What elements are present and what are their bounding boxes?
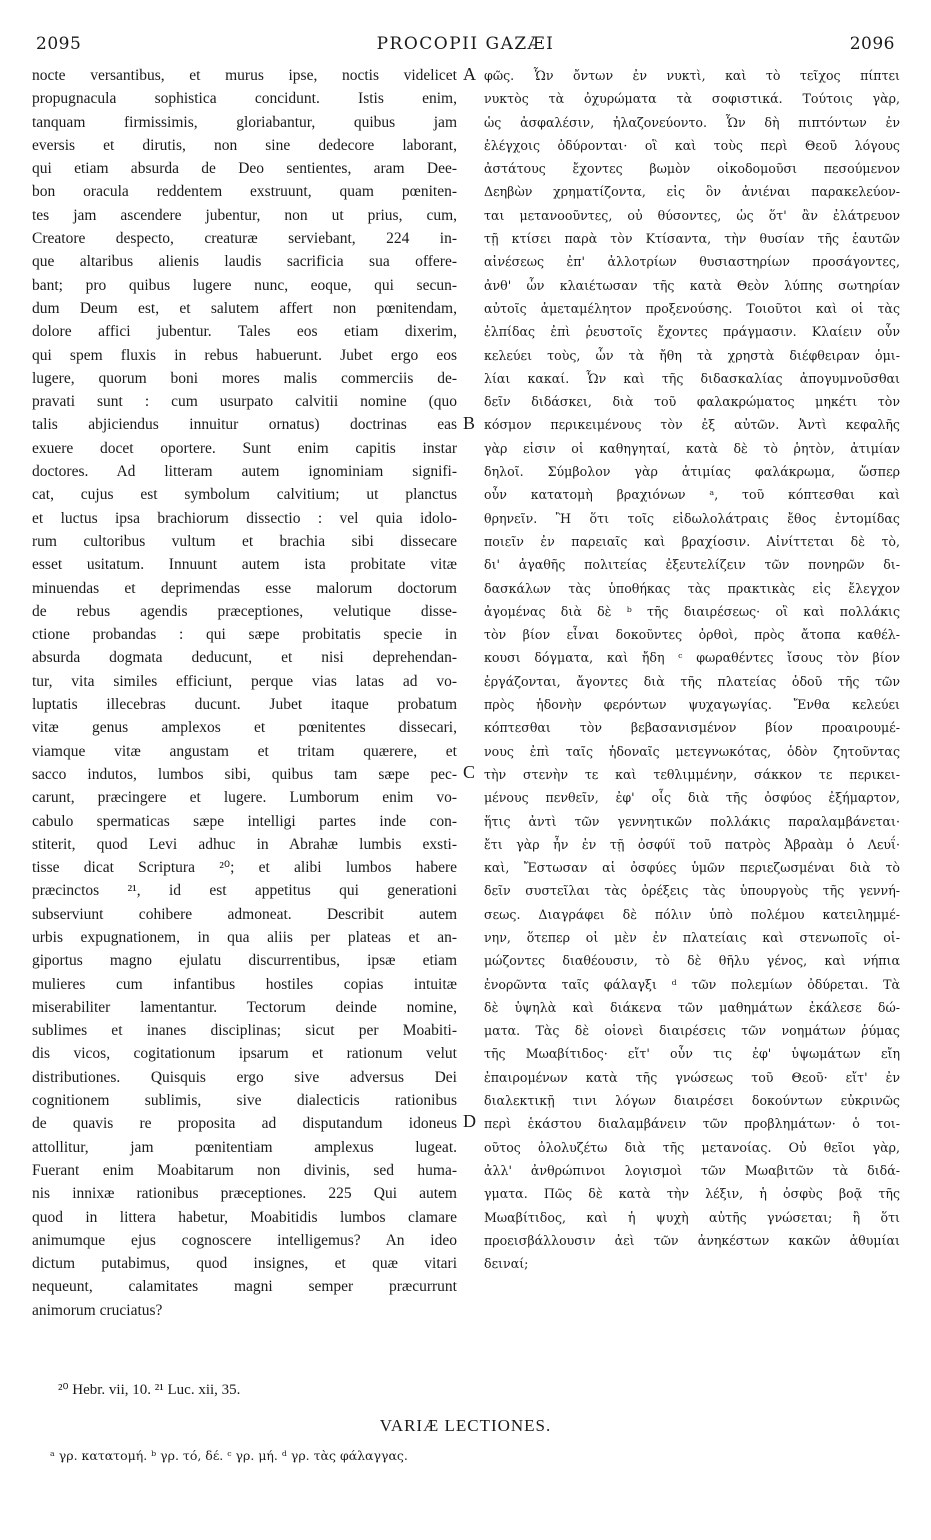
greek-text-line: καὶ, Ἔστωσαν αἱ ὀσφύες ὑμῶν περιεζωσμέναι διὰ τὸ <box>484 860 900 876</box>
latin-text-line: tur, vita similes efficiunt, perque vias latas ad vo- <box>32 672 457 690</box>
latin-text-line: dis vicos, cogitationum ipsarum et rationum velut <box>32 1045 457 1063</box>
greek-text-line: αὐτοῖς ἀμεταμέλητον προξενούσης. Τοιοῦτοι καὶ οἱ τὰς <box>484 300 900 316</box>
greek-text-line: ἀνθ' ὧν κλαιέτωσαν τῆς κατὰ Θεὸν λύπης σωτηρίαν <box>484 277 900 293</box>
greek-text-line: ἐλέγχοις ὀδύρονται· οἳ καὶ τοὺς περὶ Θεοῦ λόγους <box>484 137 900 153</box>
latin-text-line: bant; pro quibus lugere nunc, eoque, qui secun- <box>32 276 457 294</box>
greek-text-line: μένους πενθεῖν, ἐφ' οἷς διὰ τῆς ὀσφύος ἐξήμαρτον, <box>484 790 900 806</box>
greek-text-line: δεῖν συστεῖλαι τὰς ὀρέξεις τὰς ὑπουργοὺς τῆς γεννή- <box>484 883 900 899</box>
greek-text-line: διαλεκτικῇ τινι λόγων διαιρέσει δοκούντων εὐκρινῶς <box>484 1093 900 1109</box>
latin-text-line: nocte versantibus, et murus ipse, noctis videlicet <box>32 67 457 84</box>
greek-text-line: ἐλπίδας ἐπὶ ῥευστοῖς ἔχοντες πράγμασιν. Κλαίειν οὖν <box>484 324 900 340</box>
greek-text-line: κόσμον περικειμένους τὸν ἐξ αὐτῶν. Ἀντὶ κεφαλῆς <box>484 417 900 433</box>
greek-text-line: γματα. Πῶς δὲ κατὰ τὴν λέξιν, ἡ ὀσφὺς βοᾷ τῆς <box>484 1186 900 1202</box>
latin-text-line: dolore affici jubentur. Tales eos etiam dixerim, <box>32 323 457 341</box>
greek-text-line: δασκάλων τὰς ὑποθήκας τὰς πρακτικὰς εἰς ἔλεγχον <box>484 580 900 596</box>
greek-text-line: θρηνεῖν. Ἢ ὅτι τοῖς εἰδωλολάτραις ἔθος ἐντομίδας <box>484 510 900 526</box>
greek-text-line: δι' ἀγαθῆς πολιτείας ἐξευτελίζειν τῶν πονηρῶν δι- <box>484 557 900 573</box>
greek-text-line: νην, ὅτεπερ οἱ μὲν ἐν πλατείαις καὶ στενωποῖς οἰ- <box>484 929 900 945</box>
latin-text-line: nis innixæ rationibus præceptiones. 225 Qui autem <box>32 1185 457 1203</box>
latin-text-line: exuere docet oportere. Sunt enim capitis instar <box>32 439 457 457</box>
latin-text-line: nequeunt, calamitates magni semper præcurrunt <box>32 1278 457 1296</box>
greek-column <box>484 64 900 1275</box>
latin-text-line: mulieres cum infantibus hostiles copias intuitæ <box>32 975 457 993</box>
greek-text-line: τὴν στενὴν τε καὶ τεθλιμμένην, σάκκον τε περικει- <box>484 766 900 782</box>
latin-text-line: et luctus ipsa brachiorum dissectio : vel quia idolo- <box>32 509 457 527</box>
latin-text-line: eversis et dirutis, non sine dedecore laborant, <box>32 136 457 154</box>
latin-column <box>32 64 457 1322</box>
latin-text-line: minuendas et deprimendas esse malorum doctorum <box>32 579 457 597</box>
latin-text-line: sublimes et inanes disciplinas; sicut per Moabiti- <box>32 1022 457 1040</box>
running-title: PROCOPII GAZÆI <box>376 34 555 54</box>
greek-text-line: αἰνέσεως ἐπ' ἀλλοτρίων θυσιαστηρίων προσάγοντες, <box>484 254 900 270</box>
greek-text-line: οὖν κατατομὴ βραχιόνων ᵃ, τοῦ κόπτεσθαι καὶ <box>484 487 900 503</box>
latin-text-line: absurda dogmata deducunt, et nisi deprehendan- <box>32 649 457 667</box>
latin-text-line: quod in littera habetur, Moabitidis lumbos clamare <box>32 1208 457 1226</box>
latin-text-line: qui etiam absurda de Deo sentientes, aram Dee- <box>32 160 457 178</box>
latin-text-line: de quavis re proposita ad disputandum idoneus <box>32 1115 457 1133</box>
greek-text-line: τῇ κτίσει παρὰ τὸν Κτίσαντα, τὴν θυσίαν τῆς ἑαυτῶν <box>484 231 900 247</box>
greek-text-line: ἀγομένας διὰ δὲ ᵇ τῆς διαιρέσεως· οἳ καὶ πολλάκις <box>484 603 900 619</box>
greek-text-line: κόπτεσθαι τὸν βεβασανισμένον βίον προαιρουμέ- <box>484 720 900 736</box>
latin-text-line: de rebus agendis præceptiones, velutique disse- <box>32 602 457 620</box>
latin-text-line: sacco indutos, lumbos sibi, quibus tam sæpe pec- <box>32 765 457 783</box>
latin-text-line: vitæ genus amplexos et pœnitentes dissecari, <box>32 719 457 737</box>
greek-text-line: νους ἐπὶ ταῖς ἡδοναῖς μετεγνωκότας, ὁδὸν ζητοῦντας <box>484 743 900 759</box>
latin-text-line: propugnacula sophistica concidunt. Istis enim, <box>32 90 457 108</box>
latin-text-line: cognitionem sublimis, sive dialecticis rationibus <box>32 1092 457 1110</box>
section-marker-a: A <box>463 64 476 84</box>
greek-text-line: δειναί; <box>484 1256 529 1272</box>
greek-text-line: ἀστάτους ἔχοντες βωμὸν οἰκοδομοῦσι πεσούμενον <box>484 161 900 177</box>
latin-text-line: viamque vitæ angustam et tritam quærere, et <box>32 742 457 760</box>
latin-text-line: bon oracula reddentem exstruunt, quam pœniten- <box>32 183 457 201</box>
greek-text-line: ματα. Τὰς δὲ οἱονεὶ διαιρέσεις τῶν νοημάτων ῥύμας <box>484 1023 900 1039</box>
greek-text-line: τὸν βίον εἶναι δοκοῦντες ὀρθοὶ, πρὸς ἄτοπα καθέλ- <box>484 627 900 643</box>
greek-text-line: γὰρ εἰσιν οἱ καθηγηταί, κατὰ δὲ τὸ ῥητὸν, ἀτιμίαν <box>484 440 900 456</box>
latin-text-line: tanquam firmissimis, gloriabantur, quibus jam <box>32 113 457 131</box>
latin-text-line: lugere, quorum boni mores malis commerciis de- <box>32 369 457 387</box>
greek-text-line: προεισβάλλουσιν ἀεὶ τῶν ἀνηκέστων κακῶν ἀθυμίαι <box>484 1232 900 1248</box>
greek-text-line: Δεηβὼν χρηματίζοντα, εἰς ὃν ἀνιέναι παρακελεύον- <box>484 184 900 200</box>
greek-text-line: δηλοῖ. Σύμβολον γὰρ ἀτιμίας φαλάκρωμα, ὥσπερ <box>484 464 900 480</box>
latin-text-line: cat, cujus est symbolum calvitium; ut planctus <box>32 486 457 504</box>
greek-text-line: δεῖν διδάσκει, διὰ τοῦ φαλακρώματος μηκέτι τὸν <box>484 394 900 410</box>
latin-text-line: carunt, præcingere et lugere. Lumborum enim vo- <box>32 789 457 807</box>
variae-lectiones-title: VARIÆ LECTIONES. <box>379 1416 552 1435</box>
greek-text-line: ἥτις ἀντὶ τῶν γεννητικῶν πολλάκις παραλαμβάνεται· <box>484 813 900 829</box>
greek-text-line: περὶ ἑκάστου διαλαμβάνειν τῶν προβλημάτων· ὁ τοι- <box>484 1116 900 1132</box>
latin-text-line: Creatore despecto, creaturæ serviebant, 224 in- <box>32 230 457 248</box>
latin-text-line: qui spem fluxis in rebus habuerunt. Jubet ergo eos <box>32 346 457 364</box>
greek-text-line: ἀλλ' ἀνθρώπινοι λογισμοὶ τῶν Μωαβιτῶν τὰ διδά- <box>484 1162 900 1178</box>
latin-text-line: stiterit, quod Levi adhuc in Abrahæ lumbis exsti- <box>32 835 457 853</box>
latin-text-line: dum Deum est, et salutem affert non pœnitendam, <box>32 299 457 317</box>
greek-text-line: λίαι κακαί. Ὧν καὶ τῆς διδασκαλίας ἀπογυμνοῦσθαι <box>484 370 900 386</box>
greek-text-line: ἐργάζονται, ἄγοντες διὰ τῆς πλατείας ὁδοῦ τῆς τῶν <box>484 673 900 689</box>
greek-text-line: δὲ ὑψηλὰ καὶ διάκενα τῶν μαθημάτων ἐκάλεσε δώ- <box>484 999 900 1015</box>
latin-text-line: esset usitatum. Innuunt autem ista probitate vitæ <box>32 556 457 574</box>
latin-text-line: miserabiliter lamentantur. Tectorum deinde nomine, <box>32 998 457 1016</box>
greek-text-line: μώζοντες διαθέουσιν, τὸ δὲ θῆλυ γένος, καὶ νήπια <box>484 953 900 969</box>
latin-text-line: doctores. Ad litteram autem ignominiam signifi- <box>32 463 457 481</box>
greek-text-line: ἔτι γὰρ ἦν ἐν τῇ ὀσφύϊ τοῦ πατρὸς Ἀβραὰμ ὁ Λευΐ· <box>484 836 900 852</box>
greek-text-line: κουσι δόγματα, καὶ ἤδη ᶜ φωραθέντες ἴσους τὸν βίον <box>484 650 900 666</box>
latin-text-line: animorum cruciatus? <box>32 1301 163 1319</box>
greek-text-line: οῦτος ὀλολυζέτω διὰ τῆς μετανοίας. Οὐ θεῖοι γὰρ, <box>484 1139 900 1155</box>
latin-text-line: luptatis illecebras ducunt. Jubet itaque probatum <box>32 696 457 714</box>
greek-text-line: ἐπαιρομένων κατὰ τῆς γνώσεως τοῦ Θεοῦ· εἴτ' ἐν <box>484 1069 900 1085</box>
greek-text-line: σεως. Διαγράφει δὲ πόλιν ὑπὸ πολέμου κατειλημμέ- <box>484 906 900 922</box>
section-marker-c: C <box>463 762 476 782</box>
section-marker-b: B <box>463 413 476 433</box>
latin-text-line: urbis expugnationem, in qua aliis per plateas et an- <box>32 928 457 946</box>
greek-text-line: ἐνορῶντα ταῖς φάλαγξι ᵈ τῶν πολεμίων ὀδύρεται. Τὰ <box>484 976 900 992</box>
latin-text-line: talis abjiciendus innuitur ornatus) doctrinas eas <box>32 416 457 434</box>
greek-text-line: πρὸς ἡδονὴν φερόντων ψυχαγωγίας. Ἔνθα κελεύει <box>484 697 900 713</box>
greek-text-line: τῆς Μωαβίτιδος· εἴτ' οὖν τις ἐφ' ὑψωμάτων εἴη <box>484 1046 900 1062</box>
latin-text-line: distributiones. Quisquis ergo sive adversus Dei <box>32 1068 457 1086</box>
greek-text-line: φῶς. Ὧν ὄντων ἐν νυκτὶ, καὶ τὸ τεῖχος πίπτει <box>484 68 900 83</box>
latin-text-line: rum cultoribus vultum et brachia sibi dissecare <box>32 532 457 550</box>
latin-text-line: dictum putabimus, quod insignes, et quæ vitari <box>32 1255 457 1273</box>
latin-text-line: giportus magno ejulatu discurrentibus, ipsæ etiam <box>32 952 457 970</box>
greek-text-line: Μωαβίτιδος, καὶ ἡ ψυχὴ αὐτῆς γνώσεται; ἢ ὅτι <box>484 1209 900 1225</box>
latin-text-line: que altaribus alienis laudis sacrificia sua offere- <box>32 253 457 271</box>
greek-text-line: ὡς ἀσφαλέσιν, ἠλαζονεύοντο. Ὧν δὴ πιπτόντων ἐν <box>484 114 900 130</box>
latin-text-line: ctione probandas : qui sæpe probitatis specie in <box>32 626 457 644</box>
latin-text-line: tisse dicat Scriptura ²⁰; et alibi lumbos habere <box>32 859 457 877</box>
section-marker-d: D <box>463 1111 476 1131</box>
latin-text-line: attollitur, jam pœnitentiam amplexus lugeat. <box>32 1138 457 1156</box>
latin-text-line: animumque ejus cognoscere intelligemus? An ideo <box>32 1231 457 1249</box>
latin-text-line: Fuerant enim Moabitarum non divinis, sed huma- <box>32 1161 457 1179</box>
latin-text-line: pravati sunt : cum usurpato calvitii nomine (quo <box>32 393 457 411</box>
latin-text-line: tes jam ascendere jubentur, non ut prius, cum, <box>32 206 457 224</box>
right-column-number: 2096 <box>849 34 895 54</box>
greek-text-line: κελεύει τοὺς, ὧν τὰ ἤθη τὰ χρηστὰ διέφθειραν ὁμι- <box>484 347 900 363</box>
latin-text-line: præcinctos ²¹, id est appetitus qui generationi <box>32 882 457 900</box>
greek-text-line: ται μετανοοῦντες, οὐ θύσοντες, ὡς ὅτ' ἂν ἐλάτρευον <box>484 207 900 223</box>
variae-lectiones-text: ᵃ γρ. κατατομή. ᵇ γρ. τό, δέ. ᶜ γρ. μή. ᵈ γρ. τὰς φάλαγγας. <box>50 1448 408 1463</box>
latin-text-line: subserviunt cohibere admoneat. Describit autem <box>32 905 457 923</box>
left-column-number: 2095 <box>36 34 82 54</box>
greek-text-line: ποιεῖν ἐν παρειαῖς καὶ βραχίοσιν. Αἰνίττεται δὲ τὸ, <box>484 533 900 549</box>
latin-text-line: cabulo spermaticas sæpe intelligi partes inde con- <box>32 812 457 830</box>
greek-text-line: νυκτὸς τὰ ὀχυρώματα τὰ σοφιστικά. Τούτοις γὰρ, <box>484 91 900 107</box>
footnote: ²⁰ Hebr. vii, 10. ²¹ Luc. xii, 35. <box>58 1382 241 1398</box>
